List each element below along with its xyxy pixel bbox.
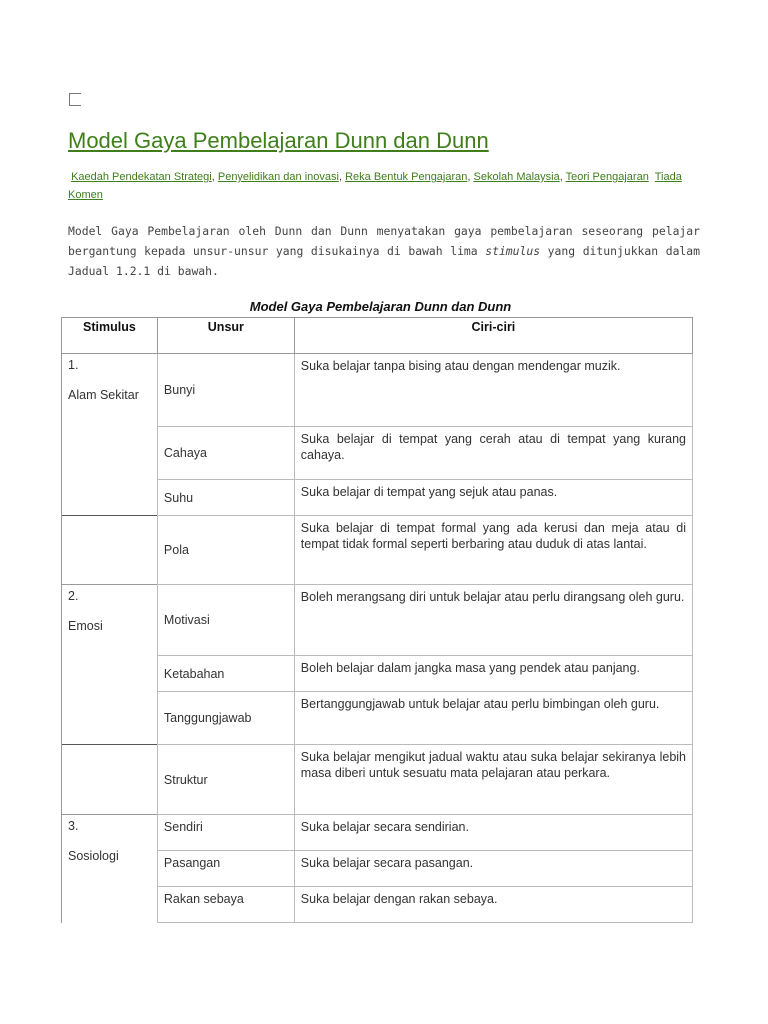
unsur-cell: Rakan sebaya xyxy=(157,887,294,923)
header-unsur: Unsur xyxy=(157,318,294,354)
ciri-cell: Bertanggungjawab untuk belajar atau perlu bimbingan oleh guru. xyxy=(294,692,692,745)
stimulus-cell xyxy=(62,815,158,923)
post-labels: Kaedah Pendekatan Strategi, Penyelidikan dan inovasi, Reka Bentuk Pengajaran, Sekolah Malaysia, Teori Pengajaran Tiada Komen xyxy=(68,171,682,201)
table-row xyxy=(62,815,693,851)
label-link[interactable]: Sekolah Malaysia xyxy=(473,171,560,183)
stimulus-name: Emosi xyxy=(68,619,103,633)
ciri-cell: Suka belajar mengikut jadual waktu atau suka belajar sekiranya lebih masa diberi untuk sesuatu mata pelajaran atau perkara. xyxy=(294,745,692,815)
checkbox-icon[interactable] xyxy=(69,93,81,106)
stimulus-number: 1. xyxy=(68,358,79,372)
stimulus-cell xyxy=(62,354,158,516)
unsur-cell: Sendiri xyxy=(157,815,294,851)
label-link[interactable]: Teori Pengajaran xyxy=(565,171,649,183)
stimulus-name: Alam Sekitar xyxy=(68,388,139,402)
stimulus-cell xyxy=(62,516,158,585)
header-stimulus: Stimulus xyxy=(62,318,158,354)
unsur-cell: Suhu xyxy=(157,480,294,516)
ciri-cell: Boleh merangsang diri untuk belajar atau perlu dirangsang oleh guru. xyxy=(294,585,692,656)
unsur-cell: Pola xyxy=(157,516,294,585)
ciri-cell: Suka belajar secara pasangan. xyxy=(294,851,692,887)
unsur-cell: Ketabahan xyxy=(157,656,294,692)
ciri-cell: Suka belajar secara sendirian. xyxy=(294,815,692,851)
learning-style-table xyxy=(61,317,693,923)
table-row xyxy=(62,354,693,427)
unsur-cell: Bunyi xyxy=(157,354,294,427)
table-row xyxy=(62,516,693,585)
stimulus-number: 2. xyxy=(68,589,79,603)
ciri-cell: Suka belajar di tempat yang sejuk atau panas. xyxy=(294,480,692,516)
post-title[interactable]: Model Gaya Pembelajaran Dunn dan Dunn xyxy=(68,128,489,153)
label-link[interactable]: Penyelidikan dan inovasi xyxy=(217,171,339,183)
table-header-row xyxy=(62,318,693,354)
ciri-cell: Boleh belajar dalam jangka masa yang pendek atau panjang. xyxy=(294,656,692,692)
table-row xyxy=(62,585,693,656)
stimulus-number: 3. xyxy=(68,819,79,833)
stimulus-cell xyxy=(62,745,158,815)
stimulus-name: Sosiologi xyxy=(68,849,119,863)
unsur-cell: Tanggungjawab xyxy=(157,692,294,745)
intro-paragraph: Model Gaya Pembelajaran oleh Dunn dan Dunn menyatakan gaya pembelajaran seseorang pelajar bergantung kepada unsur-unsur yang disukainya di bawah lima stimulus yang ditunjukkan dalam Jadual 1.2.1 di bawah. xyxy=(68,224,700,278)
label-link[interactable]: Reka Bentuk Pengajaran xyxy=(345,171,468,183)
table-row xyxy=(62,745,693,815)
unsur-cell: Struktur xyxy=(157,745,294,815)
ciri-cell: Suka belajar tanpa bising atau dengan mendengar muzik. xyxy=(294,354,692,427)
unsur-cell: Motivasi xyxy=(157,585,294,656)
unsur-cell: Cahaya xyxy=(157,427,294,480)
ciri-cell: Suka belajar di tempat formal yang ada kerusi dan meja atau di tempat tidak formal seperti berbaring atau duduk di atas lantai. xyxy=(294,516,692,585)
label-link[interactable]: Kaedah Pendekatan Strategi xyxy=(71,171,212,183)
stimulus-cell xyxy=(62,585,158,745)
unsur-cell: Pasangan xyxy=(157,851,294,887)
comments-link[interactable]: Tiada Komen xyxy=(68,171,682,201)
header-ciri: Ciri-ciri xyxy=(294,318,692,354)
ciri-cell: Suka belajar dengan rakan sebaya. xyxy=(294,887,692,923)
table-caption: Model Gaya Pembelajaran Dunn dan Dunn xyxy=(249,299,512,314)
ciri-cell: Suka belajar di tempat yang cerah atau di tempat yang kurang cahaya. xyxy=(294,427,692,480)
